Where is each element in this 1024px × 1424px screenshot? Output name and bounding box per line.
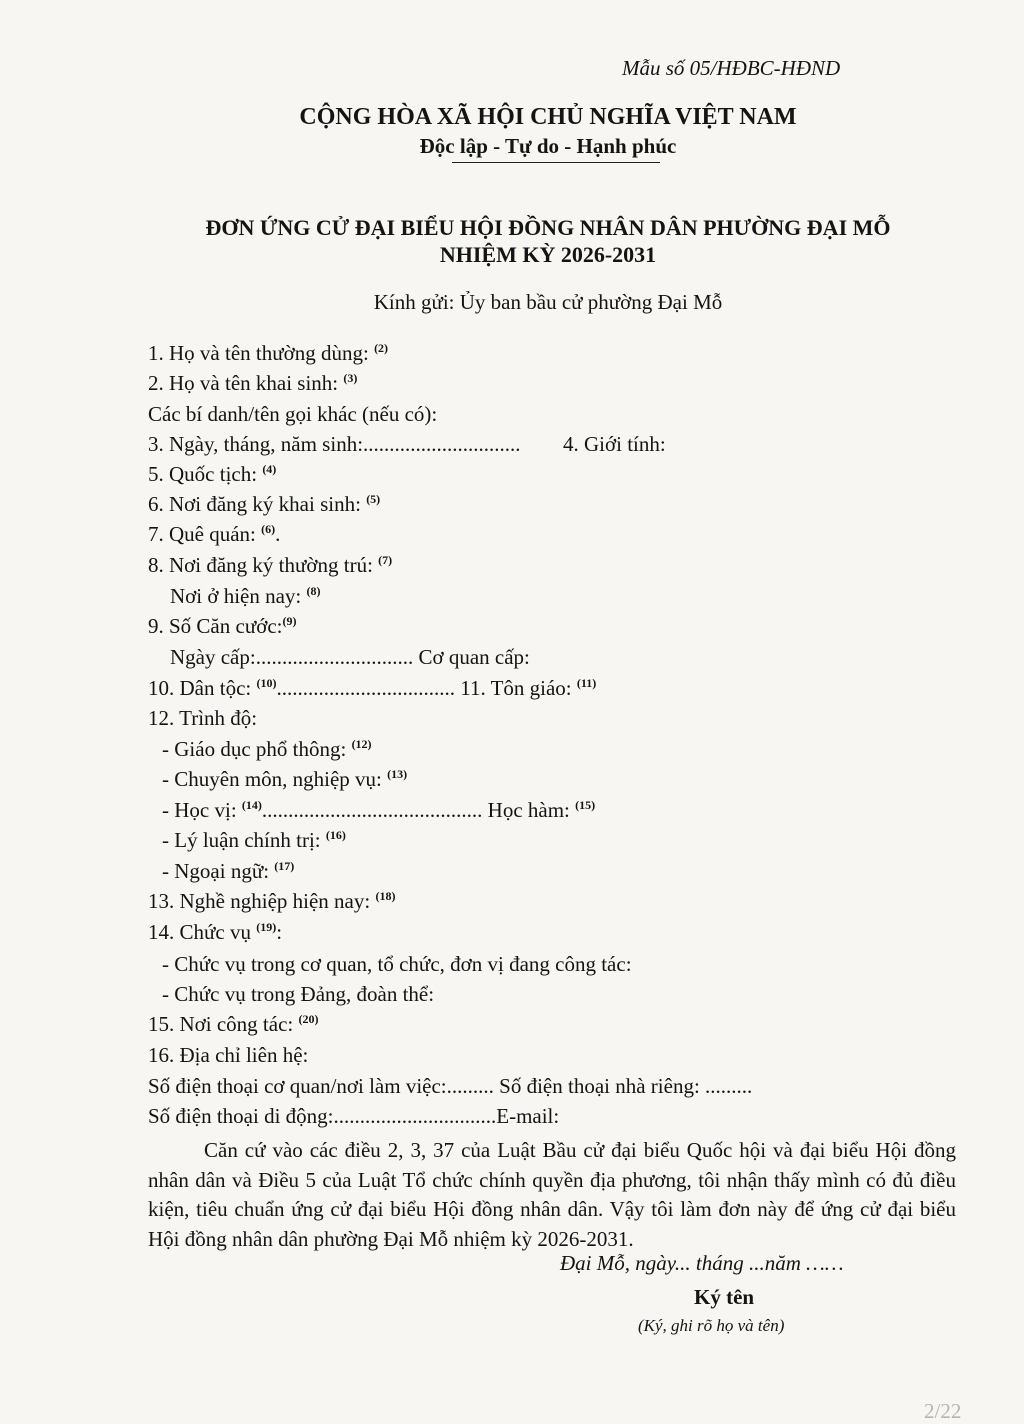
page-number: 2/22 bbox=[924, 1399, 962, 1423]
field-workplace: 15. Nơi công tác: $^{(20)}$ bbox=[148, 1012, 319, 1036]
field-political-theory: - Lý luận chính trị: $^{(16)}$ bbox=[162, 828, 346, 852]
signature-label: Ký tên bbox=[694, 1285, 755, 1309]
field-gender: 4. Giới tính: bbox=[563, 432, 666, 456]
field-common-name: 1. Họ và tên thường dùng: $^{(2)}$ bbox=[148, 341, 389, 365]
field-current-residence: Nơi ở hiện nay: $^{(8)}$ bbox=[170, 584, 321, 608]
national-motto: Độc lập - Tự do - Hạnh phúc bbox=[419, 134, 677, 158]
field-id-number: 9. Số Căn cước:$^{(9)}$ bbox=[148, 614, 297, 638]
field-birth-registration: 6. Nơi đăng ký khai sinh: $^{(5)}$ bbox=[148, 492, 381, 516]
field-education: 12. Trình độ: bbox=[148, 706, 258, 730]
field-contact-address: 16. Địa chỉ liên hệ: bbox=[148, 1043, 309, 1067]
field-ethnicity-religion: 10. Dân tộc: $^{(10)}$.................................. 11. Tôn giáo: $^{(11)}$ bbox=[148, 676, 597, 700]
place-date: Đại Mỗ, ngày... tháng ...năm …… bbox=[560, 1251, 844, 1275]
field-occupation: 13. Nghề nghiệp hiện nay: $^{(18)}$ bbox=[148, 889, 396, 913]
form-term: NHIỆM KỲ 2026-2031 bbox=[439, 242, 657, 267]
field-profession: - Chuyên môn, nghiệp vụ: $^{(13)}$ bbox=[162, 767, 408, 791]
field-position: 14. Chức vụ $^{(19)}$: bbox=[148, 920, 283, 944]
field-birth-name: 2. Họ và tên khai sinh: $^{(3)}$ bbox=[148, 371, 358, 395]
country-name: CỘNG HÒA XÃ HỘI CHỦ NGHĨA VIỆT NAM bbox=[299, 104, 797, 130]
statement-paragraph: Căn cứ vào các điều 2, 3, 37 của Luật Bầu cử đại biểu Quốc hội và đại biểu Hội đồng nhân dân và Điều 5 của Luật Tổ chức chính quyền địa phương, tôi nhận thấy mình có đủ điều kiện, tiêu chuẩn ứng cử đại biểu Hội đồng nhân dân. Vậy tôi làm đơn này để ứng cử đại biểu Hội đồng nhân dân phường Đại Mỗ nhiệm kỳ 2026-2031. bbox=[148, 1138, 956, 1251]
form-title: ĐƠN ỨNG CỬ ĐẠI BIỂU HỘI ĐỒNG NHÂN DÂN PHƯỜNG ĐẠI MỖ bbox=[205, 215, 891, 240]
field-general-education: - Giáo dục phổ thông: $^{(12)}$ bbox=[162, 737, 372, 761]
field-nationality: 5. Quốc tịch: $^{(4)}$ bbox=[148, 462, 277, 486]
greeting: Kính gửi: Ủy ban bầu cử phường Đại Mỗ bbox=[373, 290, 723, 314]
form-number: Mẫu số 05/HĐBC-HĐND bbox=[622, 56, 841, 80]
field-mobile-email: Số điện thoại di động:...............................E-mail: bbox=[148, 1104, 560, 1128]
signature-note: (Ký, ghi rõ họ và tên) bbox=[638, 1316, 785, 1335]
field-position-organization: - Chức vụ trong cơ quan, tổ chức, đơn vị đang công tác: bbox=[162, 952, 632, 976]
field-id-issue: Ngày cấp:.............................. Cơ quan cấp: bbox=[170, 645, 530, 669]
field-degree-title: - Học vị: $^{(14)}$.......................................... Học hàm: $^{(15)}$ bbox=[162, 798, 596, 822]
field-position-party: - Chức vụ trong Đảng, đoàn thể: bbox=[162, 982, 435, 1006]
field-date-of-birth: 3. Ngày, tháng, năm sinh:.............................. bbox=[148, 432, 521, 456]
motto-underline bbox=[452, 162, 660, 163]
field-hometown: 7. Quê quán: $^{(6)}$. bbox=[148, 522, 281, 546]
field-alias: Các bí danh/tên gọi khác (nếu có): bbox=[148, 402, 438, 426]
field-office-home-phone: Số điện thoại cơ quan/nơi làm việc:......... Số điện thoại nhà riêng: ......... bbox=[148, 1074, 753, 1098]
field-permanent-residence: 8. Nơi đăng ký thường trú: $^{(7)}$ bbox=[148, 553, 393, 577]
field-foreign-language: - Ngoại ngữ: $^{(17)}$ bbox=[162, 859, 295, 883]
